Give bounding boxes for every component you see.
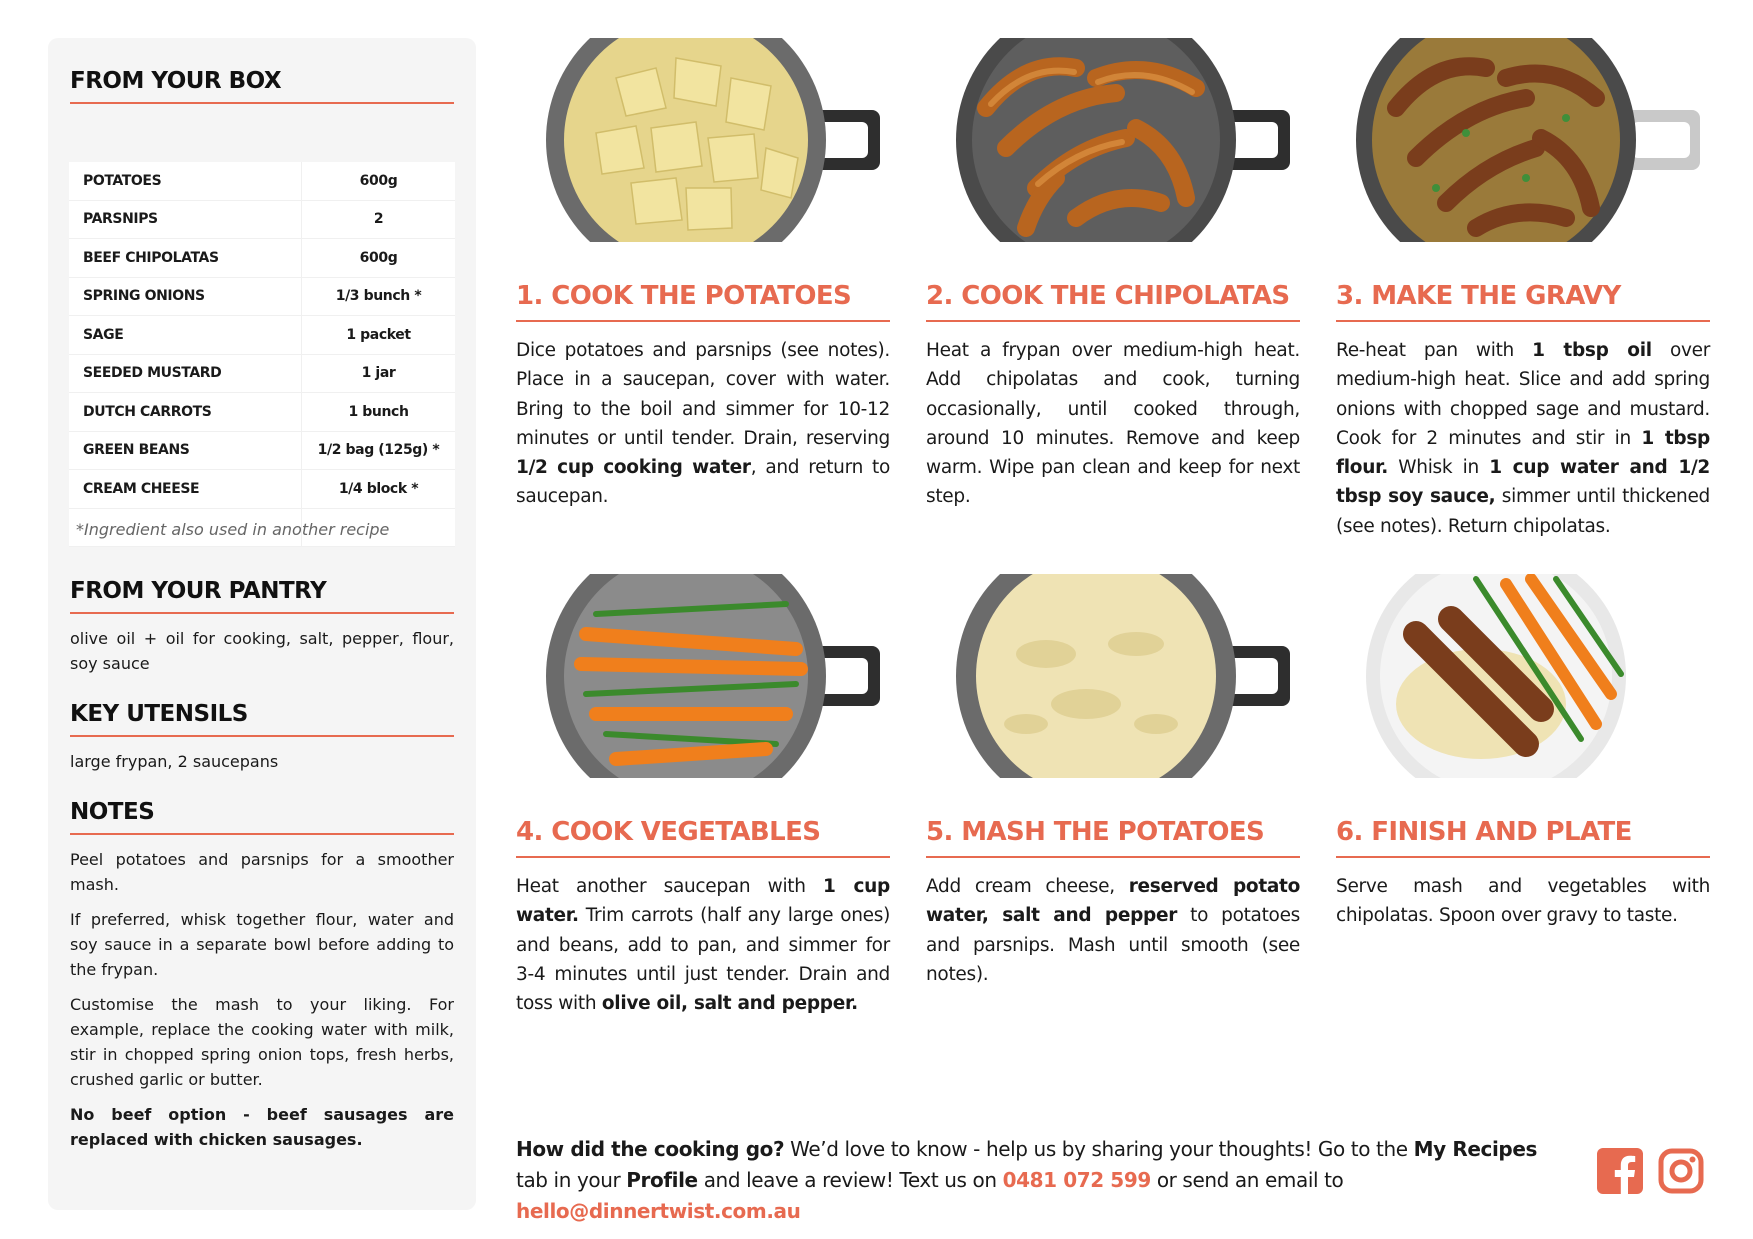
pantry-title: FROM YOUR PANTRY [70,578,327,604]
ingredient-name: POTATOES [69,162,302,200]
step-title: 2. COOK THE CHIPOLATAS [926,281,1290,311]
box-title: FROM YOUR BOX [70,68,282,94]
step-title: 5. MASH THE POTATOES [926,817,1265,847]
review-prompt: How did the cooking go? We’d love to know - help us by sharing your thoughts! Go to the My Recipes tab in your Profile and leave a review! Text us on 0481 072 599 or send an email to hello@dinnertwist.com.au [516,1137,1537,1223]
footnote: *Ingredient also used in another recipe [76,520,390,539]
utensils-section [70,701,454,774]
utensils-text: large frypan, 2 saucepans [70,752,279,771]
ingredient-name: GREEN BEANS [69,431,302,470]
table-row [69,277,455,316]
from-your-box-section [70,68,454,104]
divider [70,612,454,614]
divider [70,735,454,737]
step-title: 1. COOK THE POTATOES [516,281,852,311]
email-link[interactable]: hello@dinnertwist.com.au [516,1199,801,1223]
divider [70,833,454,835]
ingredient-name: SPRING ONIONS [69,277,302,316]
step-2-photo [946,38,1290,248]
table-row [69,162,455,200]
note-item: Customise the mash to your liking. For example, replace the cooking water with milk, stir in chopped spring onion tops, fresh herbs, crushed garlic or butter. [70,995,454,1089]
step-title: 6. FINISH AND PLATE [1336,817,1632,847]
step-text: Add cream cheese, reserved potato water, salt and pepper to potatoes and parsnips. Mash until smooth (see notes). [926,876,1300,985]
step-title: 4. COOK VEGETABLES [516,817,821,847]
facebook-icon[interactable] [1597,1148,1643,1194]
table-row [69,393,455,432]
note-item: Peel potatoes and parsnips for a smoother mash. [70,850,454,894]
step-6-photo [1356,574,1700,784]
divider [926,856,1300,858]
step-text: Dice potatoes and parsnips (see notes). Place in a saucepan, cover with water. Bring to the boil and simmer for 10-12 minutes or until tender. Drain, reserving 1/2 cup cooking water, and return to saucepan. [516,340,890,508]
ingredient-name: CREAM CHEESE [69,470,302,509]
ingredient-qty: 1 packet [302,316,456,355]
step-text: Heat a frypan over medium-high heat. Add chipolatas and cook, turning occasionally, until cooked through, around 10 minutes. Remove and keep warm. Wipe pan clean and keep for next step. [926,340,1300,508]
step-4-photo [536,574,880,784]
profile-label: Profile [626,1168,698,1192]
table-row [69,431,455,470]
step-title: 3. MAKE THE GRAVY [1336,281,1621,311]
ingredient-name: DUTCH CARROTS [69,393,302,432]
ingredient-qty: 600g [302,162,456,200]
divider [1336,856,1710,858]
notes-section [70,799,454,1162]
instagram-icon[interactable] [1658,1148,1704,1194]
step-text: Heat another saucepan with 1 cup water. Trim carrots (half any large ones) and beans, add to pan, and simmer for 3-4 minutes until just tender. Drain and toss with olive oil, salt and pepper. [516,876,890,1015]
notes-title: NOTES [70,799,155,825]
divider [516,856,890,858]
ingredient-name: SAGE [69,316,302,355]
divider [1336,320,1710,322]
ingredient-name: BEEF CHIPOLATAS [69,239,302,278]
ingredient-name: PARSNIPS [69,200,302,239]
ingredient-qty: 1/2 bag (125g) * [302,431,456,470]
step-5-photo [946,574,1290,784]
step-text: Re-heat pan with 1 tbsp oil over medium-high heat. Slice and add spring onions with chopped sage and mustard. Cook for 2 minutes and stir in 1 tbsp flour. Whisk in 1 cup water and 1/2 tbsp soy sauce, simmer until thickened (see notes). Return chipolatas. [1336,340,1710,537]
ingredient-qty: 1 bunch [302,393,456,432]
pantry-section [70,578,454,676]
table-row [69,200,455,239]
table-row [69,470,455,509]
ingredient-qty: 2 [302,200,456,239]
my-recipes-label: My Recipes [1413,1137,1537,1161]
pantry-text: olive oil + oil for cooking, salt, pepper, flour, soy sauce [70,629,454,673]
ingredient-qty: 600g [302,239,456,278]
note-bold: No beef option - beef sausages are replaced with chicken sausages. [70,1105,454,1149]
divider [516,320,890,322]
ingredients-panel [48,38,476,1210]
note-item: If preferred, whisk together flour, water and soy sauce in a separate bowl before adding to the frypan. [70,910,454,979]
ingredient-qty: 1 jar [302,354,456,393]
step-1-photo [536,38,880,248]
divider [70,102,454,104]
utensils-title: KEY UTENSILS [70,701,248,727]
ingredient-qty: 1/3 bunch * [302,277,456,316]
divider [926,320,1300,322]
table-row [69,239,455,278]
phone-link[interactable]: 0481 072 599 [1002,1168,1151,1192]
ingredient-name: SEEDED MUSTARD [69,354,302,393]
step-3-photo [1356,38,1700,248]
ingredient-qty: 1/4 block * [302,470,456,509]
table-row [69,316,455,355]
ingredients-table [69,162,455,547]
table-row [69,354,455,393]
step-text: Serve mash and vegetables with chipolatas. Spoon over gravy to taste. [1336,876,1710,927]
footer-question: How did the cooking go? [516,1137,785,1161]
